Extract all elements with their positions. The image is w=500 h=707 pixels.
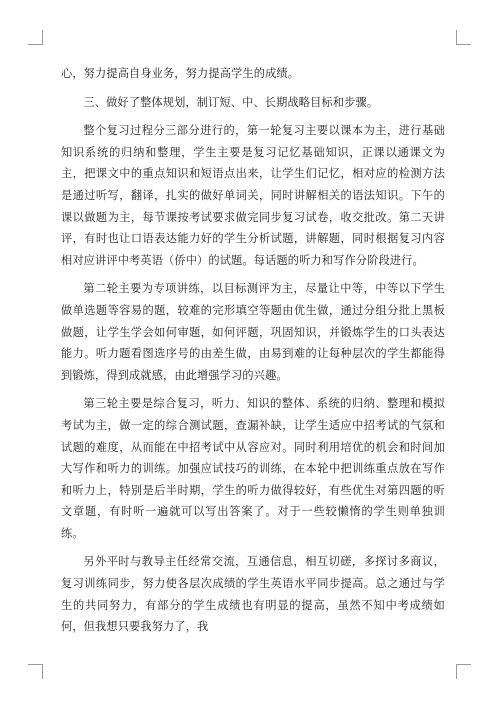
crop-mark-bottom-left [28,664,43,679]
paragraph-closing: 另外平时与教导主任经常交流，互通信息，相互切磋，多探讨多商议，复习训练同步，努力使各层次成绩的学生英语水平同步提高。总之通过与学生的共同努力，有部分的学生成绩也有明显的提高，虽然不知中考成绩如何，但我想只要我努力了，我 [61,555,445,634]
section-heading: 三、做好了整体规划，制订短、中、长期战略目标和步骤。 [83,95,379,109]
paragraph-second-round: 第二轮主要为专项讲练，以目标测评为主，尽量让中等，中等以下学生做单选题等容易的题，较难的完形填空等题由优生做，通过分组分批上黑板做题，让学生学会如何审题，如何评题，巩固知识，并锻炼学生的口头表达能力。听力题看图选序号的由差生做，由易到难的让每种层次的学生都能得到锻炼，得到成就感，由此增强学习的兴趣。 [61,282,445,382]
paragraph-spacer [61,544,445,551]
crop-mark-top-right [456,30,471,45]
document-body [61,63,445,638]
paragraph-first-round: 整个复习过程分三部分进行的，第一轮复习主要以课本为主，进行基础知识系统的归纳和整理，学生主要是复习记忆基础知识，正课以通课文为主，把课文中的重点知识和短语点出来，让学生们记忆，相对应的检测方法是通过听写，翻译，扎实的做好单词关，同时讲解相关的语法知识。下午的课以做题为主，每节课按考试要求做完同步复习试卷，收交批改。第二天讲评，有时也让口语表达能力好的学生分析试题，讲解题，同时根据复习内容相对应讲评中考英语（侨中）的试题。每话题的听力和写作分阶段进行。 [61,124,445,267]
paragraph-continuation: 心，努力提高自身业务，努力提高学生的成绩。 [61,67,300,80]
paragraph-spacer [61,113,445,120]
crop-mark-top-left [28,30,43,45]
paragraph-spacer [61,386,445,393]
crop-mark-bottom-right [456,664,471,679]
paragraph-third-round: 第三轮主要是综合复习，听力、知识的整体、系统的归纳、整理和模拟考试为主，做一定的综合测试题，查漏补缺，让学生适应中招考试的气氛和试题的难度，从而能在中招考试中从容应对。同时利用培优的机会和时间加大写作和听力的训练。加强应试技巧的训练，在本轮中把训练重点放在写作和听力上，特别是后半时期，学生的听力做得较好，有些优生对第四题的听文章题，有时听一遍就可以写出答案了。对于一些较懒惰的学生则单独训练。 [61,397,445,540]
paragraph-spacer [61,85,445,92]
paragraph-spacer [61,271,445,278]
